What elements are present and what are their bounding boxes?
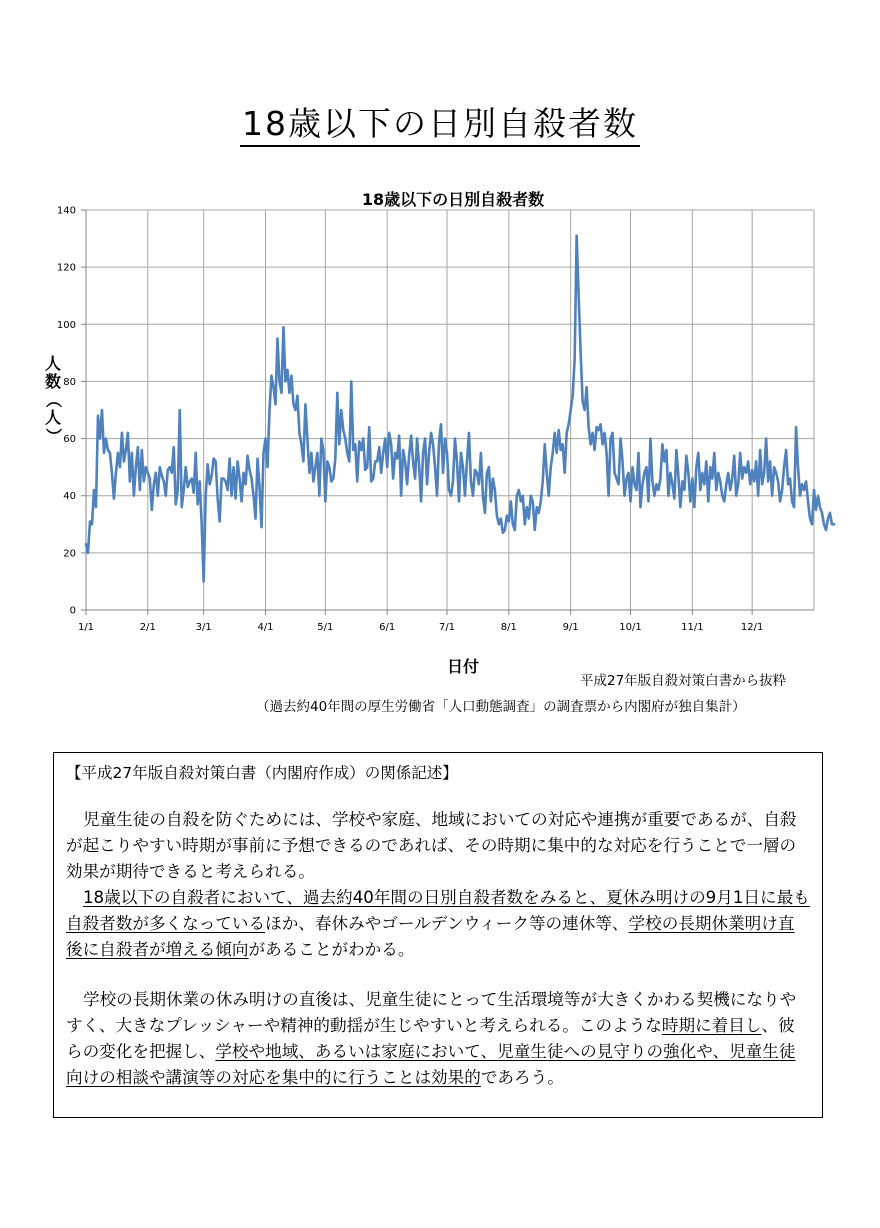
x-tick-label: 8/1 bbox=[500, 622, 517, 633]
underlined-text: 学校や地域、あるいは家庭において、児童生徒への見守りの強化や、児童生徒向けの相談や講演等の対応を集中的に行うことは効果的 bbox=[66, 1042, 796, 1087]
x-tick-label: 3/1 bbox=[195, 622, 212, 633]
x-tick-label: 10/1 bbox=[619, 622, 642, 633]
y-tick-label: 20 bbox=[63, 548, 76, 560]
y-axis-label-char: 数 bbox=[44, 372, 62, 391]
x-tick-label: 6/1 bbox=[379, 622, 396, 633]
underlined-text: 時期に着目し bbox=[661, 1016, 762, 1035]
y-axis-label-char: 人 bbox=[44, 408, 62, 427]
underlined-text: 学校の長期休業明け直後に自殺者が増える傾向 bbox=[66, 914, 795, 959]
paragraph-2 bbox=[66, 885, 810, 963]
chart-axes bbox=[57, 206, 814, 634]
y-tick-label: 0 bbox=[69, 605, 76, 617]
page-title-text: 18歳以下の日別自殺者数 bbox=[240, 104, 640, 147]
series-line-daily-suicides bbox=[86, 236, 834, 582]
y-tick-label: 140 bbox=[56, 205, 76, 217]
x-tick-label: 4/1 bbox=[257, 622, 274, 633]
y-tick-label: 80 bbox=[63, 376, 76, 388]
x-tick-label: 2/1 bbox=[139, 622, 156, 633]
y-tick-label: 120 bbox=[56, 262, 76, 274]
y-axis-label bbox=[44, 354, 63, 444]
y-axis-label-char: ） bbox=[44, 427, 63, 445]
y-axis-label-char: 人 bbox=[44, 354, 62, 373]
page-title bbox=[0, 98, 880, 145]
paragraph-text: ほか、春休みやゴールデンウィーク等の連休等、 bbox=[265, 914, 629, 933]
paragraph-1: 児童生徒の自殺を防ぐためには、学校や家庭、地域においての対応や連携が重要であるが、自殺が起こりやすい時期が事前に予想できるのであれば、その時期に集中的な対応を行うことで一層の効果が期待できると考えられる。 bbox=[66, 810, 797, 881]
underlined-text: 18歳以下の自殺者において、過去約40年間の日別自殺者数をみると、夏休み明けの9月1日に最も自殺者数が多くなっている bbox=[66, 888, 810, 933]
x-tick-label: 11/1 bbox=[681, 622, 704, 633]
y-axis-label-char: （ bbox=[44, 391, 63, 409]
source-credit: 平成27年版自殺対策白書から抜粋 bbox=[580, 673, 787, 689]
paragraph-text: であろう。 bbox=[480, 1068, 564, 1087]
daily-suicide-line-chart bbox=[0, 180, 880, 676]
y-tick-label: 40 bbox=[63, 491, 76, 503]
chart-title: 18歳以下の日別自殺者数 bbox=[361, 190, 545, 209]
x-tick-label: 1/1 bbox=[77, 622, 95, 633]
paragraph-text: 、彼らの変化を把握し、 bbox=[66, 1016, 795, 1061]
paragraph-text: 学校の長期休業の休み明けの直後は、児童生徒にとって生活環境等が大きくかわる契機になりやすく、大きなプレッシャーや精神的動揺が生じやすいと考えられる。このような bbox=[66, 990, 797, 1035]
x-tick-label: 5/1 bbox=[317, 622, 334, 633]
y-tick-label: 60 bbox=[63, 434, 76, 446]
x-tick-label: 7/1 bbox=[438, 622, 456, 633]
paragraph-3 bbox=[66, 987, 810, 1091]
x-tick-label: 12/1 bbox=[740, 622, 764, 633]
y-tick-label: 100 bbox=[56, 319, 76, 331]
source-note: （過去約40年間の厚生労働省「人口動態調査」の調査票から内閣府が独自集計） bbox=[256, 699, 746, 715]
box-heading: 【平成27年版自殺対策白書（内閣府作成）の関係記述】 bbox=[66, 764, 458, 782]
white-paper-excerpt-box bbox=[53, 752, 823, 1118]
x-axis-label: 日付 bbox=[446, 657, 480, 676]
paragraph-text: があることがわかる。 bbox=[248, 940, 415, 959]
x-tick-label: 9/1 bbox=[562, 622, 579, 633]
chart-series bbox=[86, 236, 834, 582]
chart-grid bbox=[86, 210, 814, 610]
